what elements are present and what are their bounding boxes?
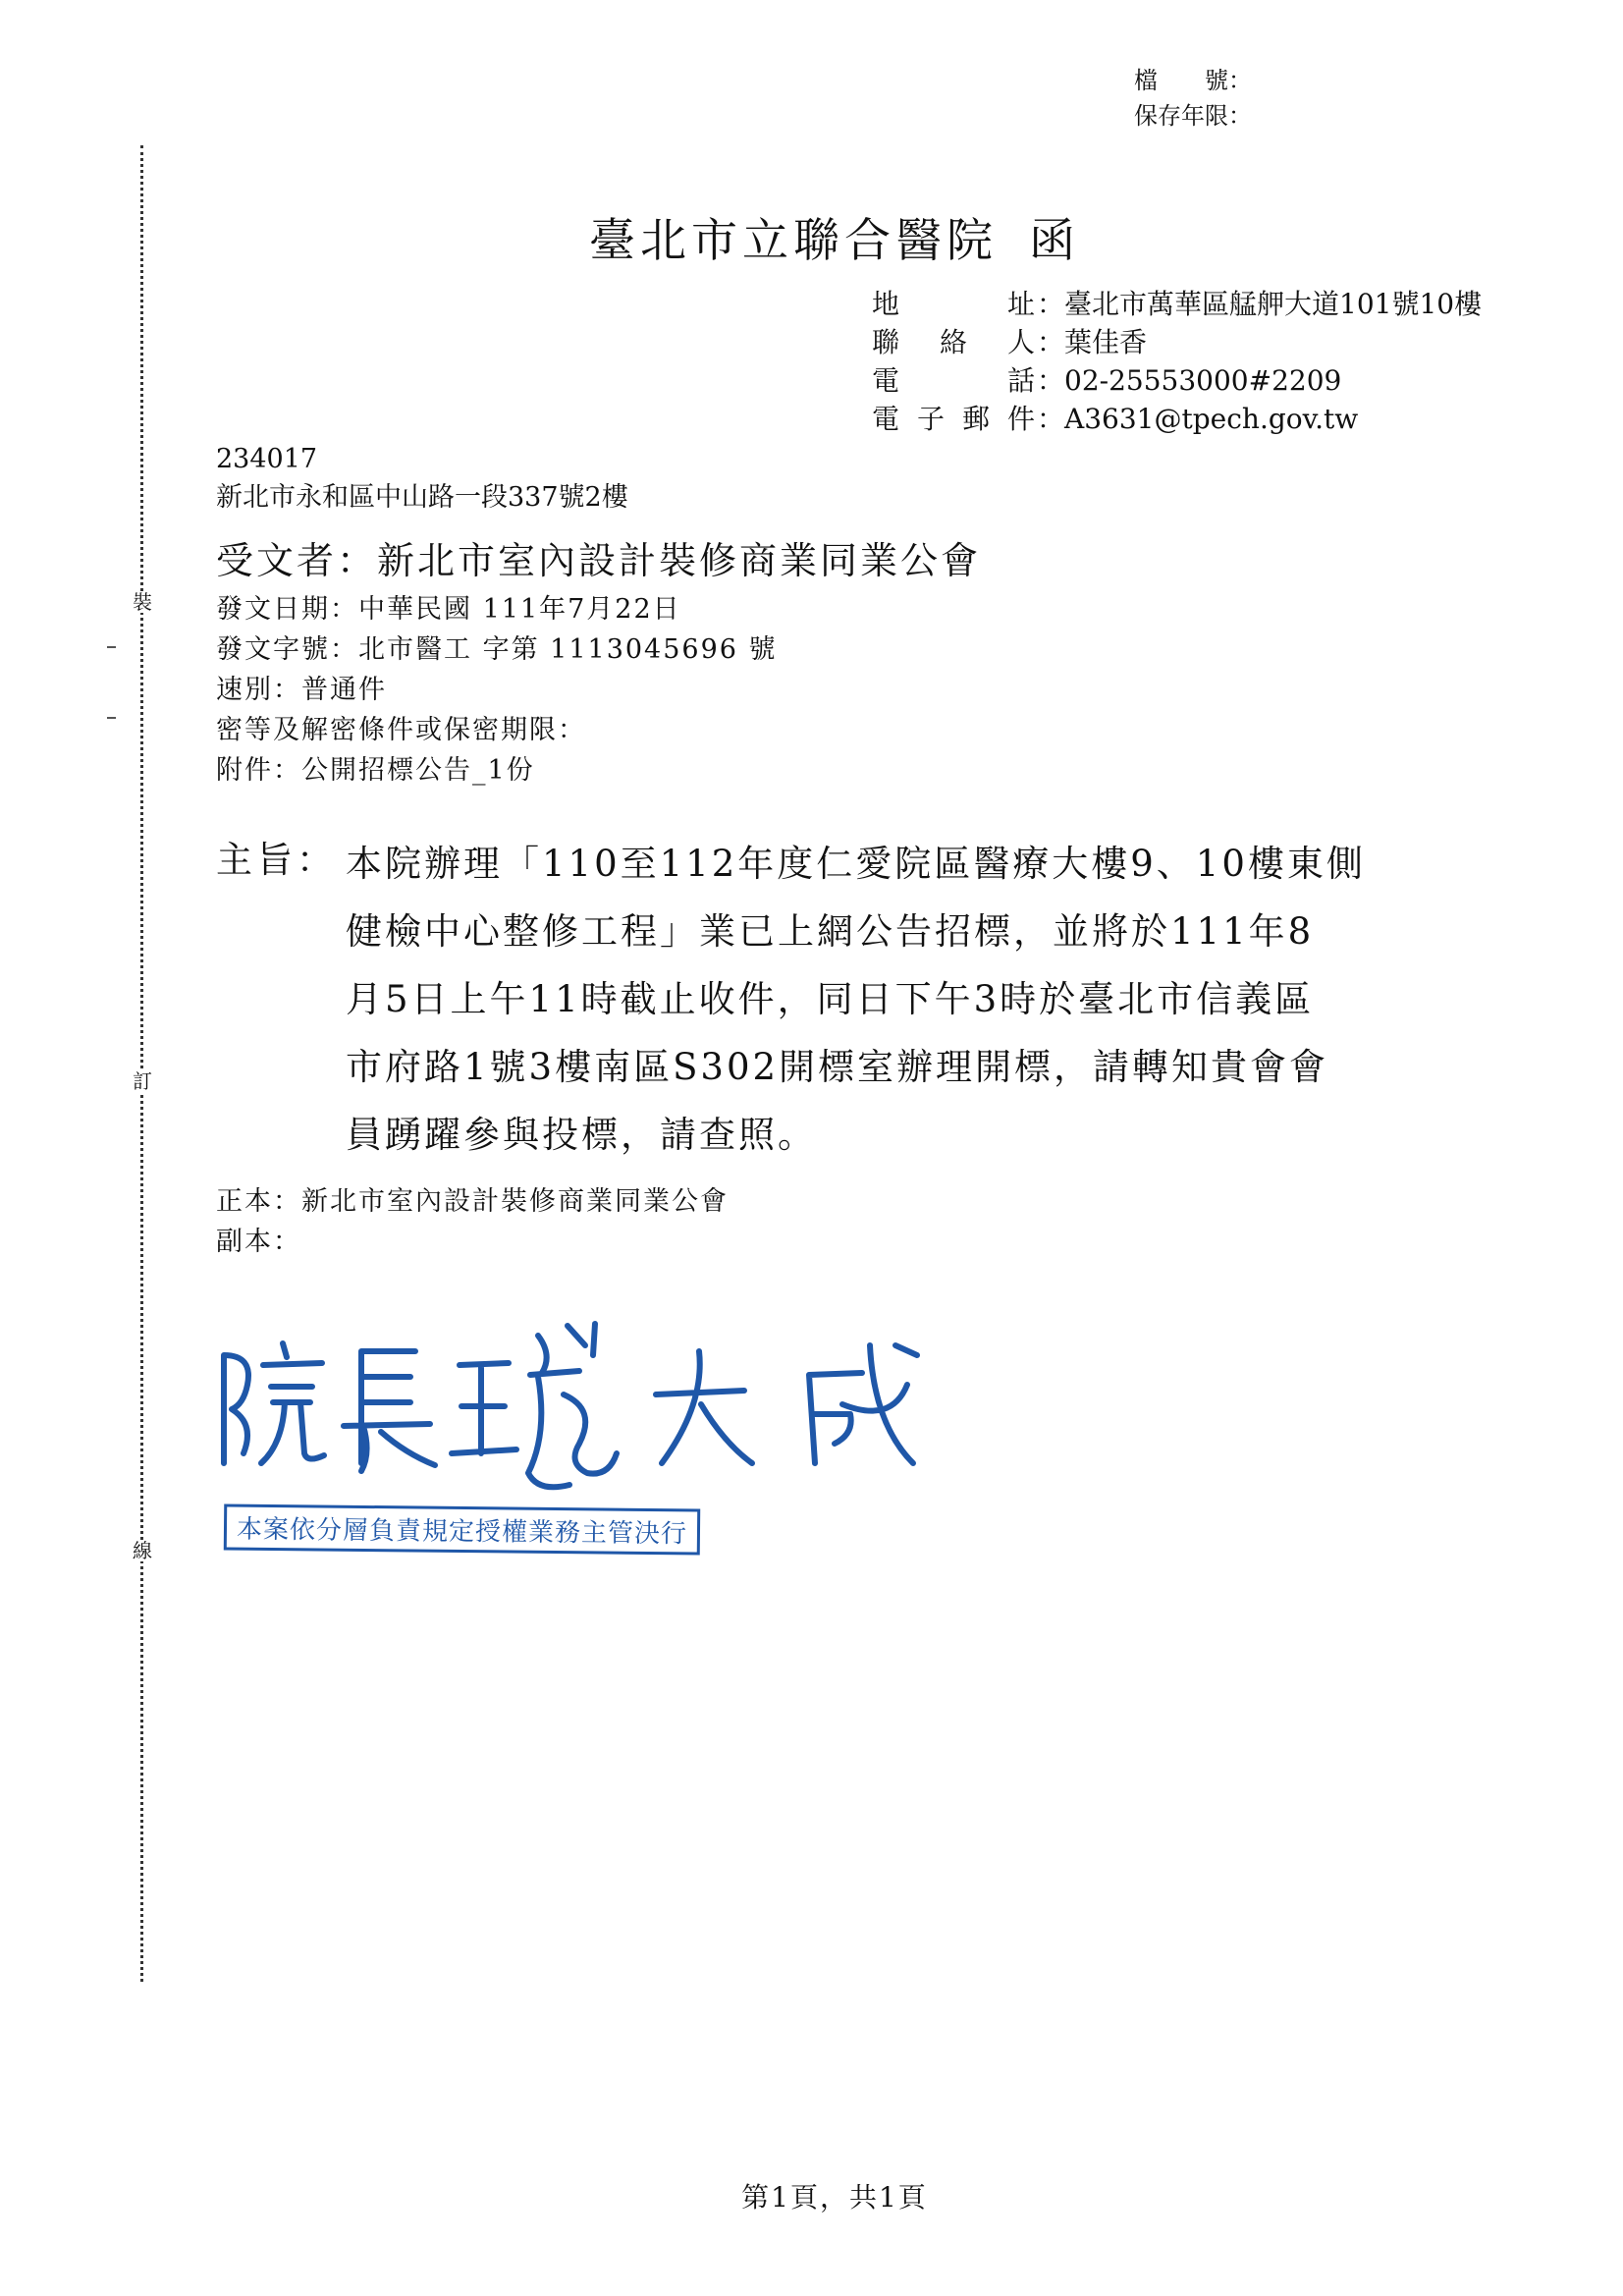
contact-value: ：葉佳香 [1037,326,1148,358]
contact-label: 電子郵件 [872,403,1037,435]
contact-value: ：02-25553000#2209 [1037,364,1342,397]
issue-date: 發文日期：中華民國 111年7月22日 [216,594,681,625]
recipient-address [216,440,628,517]
file-info [1134,63,1252,134]
binding-char-bottom: 線 [133,1539,152,1562]
copy-recipient: 副本： [216,1227,301,1257]
contact-value: ：A3631@tpech.gov.tw [1037,403,1359,435]
binding-tick [107,646,116,648]
subject-label: 主旨： [216,839,337,881]
page-number: 第1頁，共1頁 [741,2181,928,2214]
doc-type: 函 [1029,214,1080,268]
contact-value: ：臺北市萬華區艋舺大道101號10樓 [1037,288,1483,320]
handwritten-signature [214,1316,1019,1512]
delivery-speed: 速別：普通件 [216,675,387,705]
binding-tick [107,717,116,719]
contact-row-address [872,285,1482,323]
subject-line: 市府路1號3樓南區S302開標室辦理開標，請轉知貴會會 [346,1046,1329,1088]
document-meta [216,589,778,791]
recipient: 受文者：新北市室內設計裝修商業同業公會 [216,539,982,582]
contact-row-phone [872,361,1482,400]
contact-label: 電 話 [872,364,1037,397]
contact-row-person [872,323,1482,361]
binding-char-top: 裝 [133,590,152,614]
postal-code: 234017 [216,444,318,474]
contact-label: 聯 絡 人 [872,326,1037,358]
binding-char-mid: 訂 [133,1069,152,1093]
retention-label: 保存年限： [1134,102,1252,130]
distribution [216,1181,729,1262]
subject-line: 健檢中心整修工程」業已上網公告招標，並將於111年8 [346,910,1315,953]
contact-label: 地 址 [872,288,1037,320]
secrecy-level: 密等及解密條件或保密期限： [216,715,586,745]
address-line: 新北市永和區中山路一段337號2樓 [216,482,628,513]
subject-line: 月5日上午11時截止收件，同日下午3時於臺北市信義區 [346,978,1315,1020]
sender-contact [872,285,1482,438]
subject-line: 本院辦理「110至112年度仁愛院區醫療大樓9、10樓東側 [346,843,1366,885]
document-title [0,204,1623,270]
contact-row-email [872,400,1482,438]
org-name: 臺北市立聯合醫院 [589,214,998,268]
delegation-stamp: 本案依分層負責規定授權業務主管決行 [224,1503,700,1555]
file-number-label: 檔 號： [1134,67,1252,94]
binding-margin-line [140,145,143,1982]
document-number: 發文字號：北市醫工 字第 1113045696 號 [216,634,778,665]
subject-body [346,830,1455,1169]
original-recipient: 正本：新北市室內設計裝修商業同業公會 [216,1186,729,1217]
attachment: 附件：公開招標公告_1份 [216,755,535,786]
subject-line: 員踴躍參與投標，請查照。 [346,1114,817,1156]
